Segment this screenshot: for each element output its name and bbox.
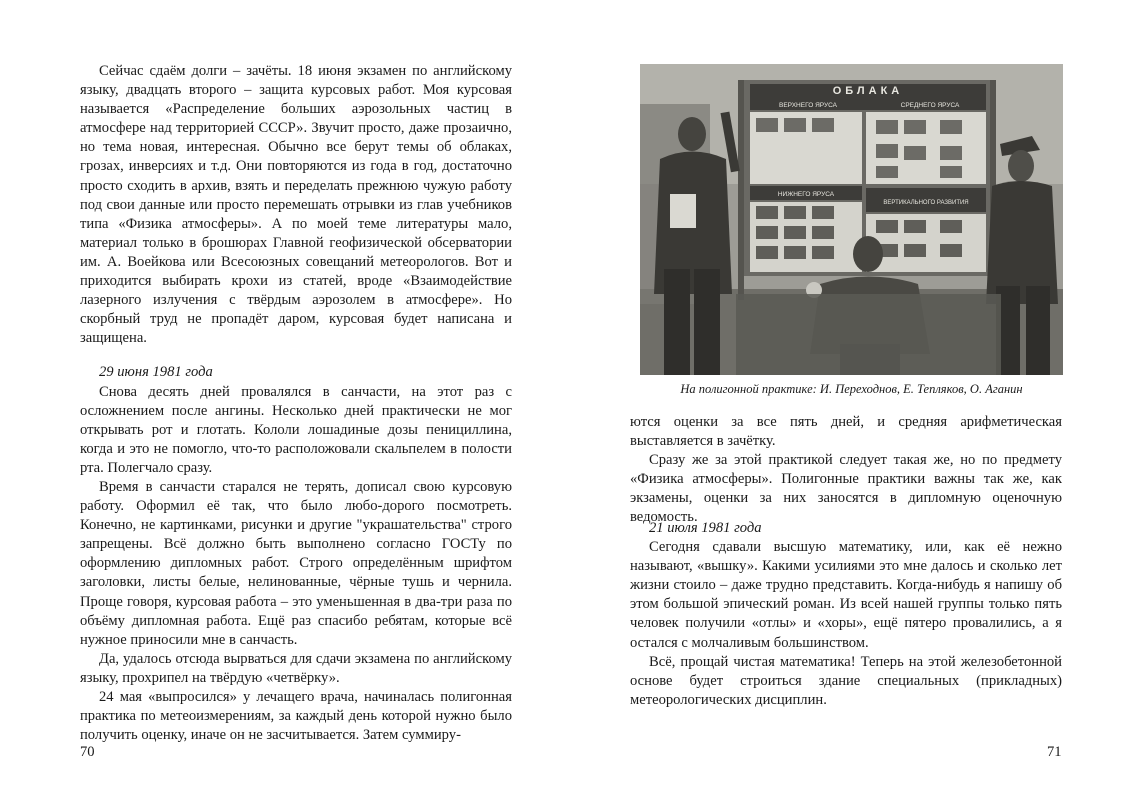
paragraph: Всё, прощай чистая математика! Теперь на этой железобетонной основе будет строиться здание специальных (прикладных) метеорологических дисциплин.	[630, 653, 1062, 708]
right-text-column	[630, 519, 1062, 710]
board-middle: СРЕДНЕГО ЯРУСА	[900, 102, 960, 109]
paragraph: Снова десять дней провалялся в санчасти, на этот раз с осложнением после ангины. Несколько дней практически не мог открывать рот и глотать. Кололи лошадиные дозы пенициллина, когда и это не помогло, что-то расположовали скальпелем в полости рта. Полегчало сразу.	[80, 383, 512, 476]
entry-date: 29 июня 1981 года	[99, 364, 213, 381]
board-upper: ВЕРХНЕГО ЯРУСА	[779, 102, 837, 109]
paragraph: Сегодня сдавали высшую математику, или, как её нежно называют, «вышку». Какими усилиями это мне далось и сколько лет жизни стоило – даже трудно представить. Когда-нибудь я напишу об этом большой эпический роман. Из всей нашей группы только пять человек получили «отлы» и «хоры», ещё пятеро провалились, а я остался с молчаливым большинством.	[630, 539, 1062, 651]
entry-date: 21 июля 1981 года	[649, 520, 762, 536]
left-text-column	[80, 62, 512, 745]
board-title: ОБЛАКА	[832, 85, 904, 97]
right-page	[571, 0, 1142, 787]
board-lower: НИЖНЕГО ЯРУСА	[777, 191, 835, 198]
photo-illustration	[640, 64, 1063, 375]
paragraph: ются оценки за все пять дней, и средняя арифметическая выставляется в зачётку.	[630, 414, 1062, 450]
paragraph: Время в санчасти старался не терять, дописал свою курсовую работу. Оформил её так, что было любо-дорого посмотреть. Конечно, не картинками, рисунки и другие "украшательства" строго запрещены. Всё должно быть выполнено согласно ГОСТу по оформлению дипломных работ. Строго определённым шрифтом заголовки, листы белые, нелинованные, чёрные тушь и чернила. Проще говоря, курсовая работа – это уменьшенная в два-три раза по объёму дипломная работа. Ещё раз спасибо ребятам, которые всё нужное приносили мне в санчасть.	[80, 478, 512, 648]
board-vertical: ВЕРТИКАЛЬНОГО РАЗВИТИЯ	[883, 200, 969, 206]
photo	[640, 64, 1063, 375]
right-text-column-top	[630, 413, 1062, 528]
paragraph: Да, удалось отсюда вырваться для сдачи экзамена по английскому языку, прохрипел на твёрдую «четвёрку».	[80, 650, 512, 686]
page-number-right: 71	[1047, 744, 1062, 760]
paragraph: 24 мая «выпросился» у лечащего врача, начиналась полигонная практика по метеоизмерениям, за каждый день которой нужно было получить оценку, иначе он не засчитывается. Затем суммиру-	[80, 689, 512, 744]
paragraph: Сейчас сдаём долги – зачёты. 18 июня экзамен по английскому языку, двадцать второго – защита курсовых работ. Моя курсовая называется «Распределение больших аэрозольных частиц в атмосфере над территорией СССР». Звучит просто, даже прозаично, но тема новая, интересная. Обычно все берут темы об облаках, грозах, инверсиях и т.д. Они повторяются из года в год, достаточно просто сходить в архив, взять и переделать прежнюю чужую работу под свои данные или просто перемешать отрывки из глав учебников типа «Физика атмосферы». А по моей теме литературы мало, материал только в брошюрах Главной геофизической обсерватории им. А. Воейкова или Всесоюзных совещаний метеорологов. Вот и приходится выбирать крохи из статей, вроде «Взаимодействие лазерного излучения с твёрдым аэрозолем в атмосфере». Но скорбный труд не пропадёт даром, курсовая будет написана и защищена.	[80, 63, 512, 347]
photo-caption: На полигонной практике: И. Переходнов, Е. Тепляков, О. Аганин	[680, 382, 1023, 396]
page-number-left: 70	[80, 744, 95, 760]
paragraph: Сразу же за этой практикой следует такая же, но по предмету «Физика атмосферы». Полигонные практики важны так же, как экзамены, оценки за них заносятся в дипломную оценочную ведомость.	[630, 452, 1062, 526]
